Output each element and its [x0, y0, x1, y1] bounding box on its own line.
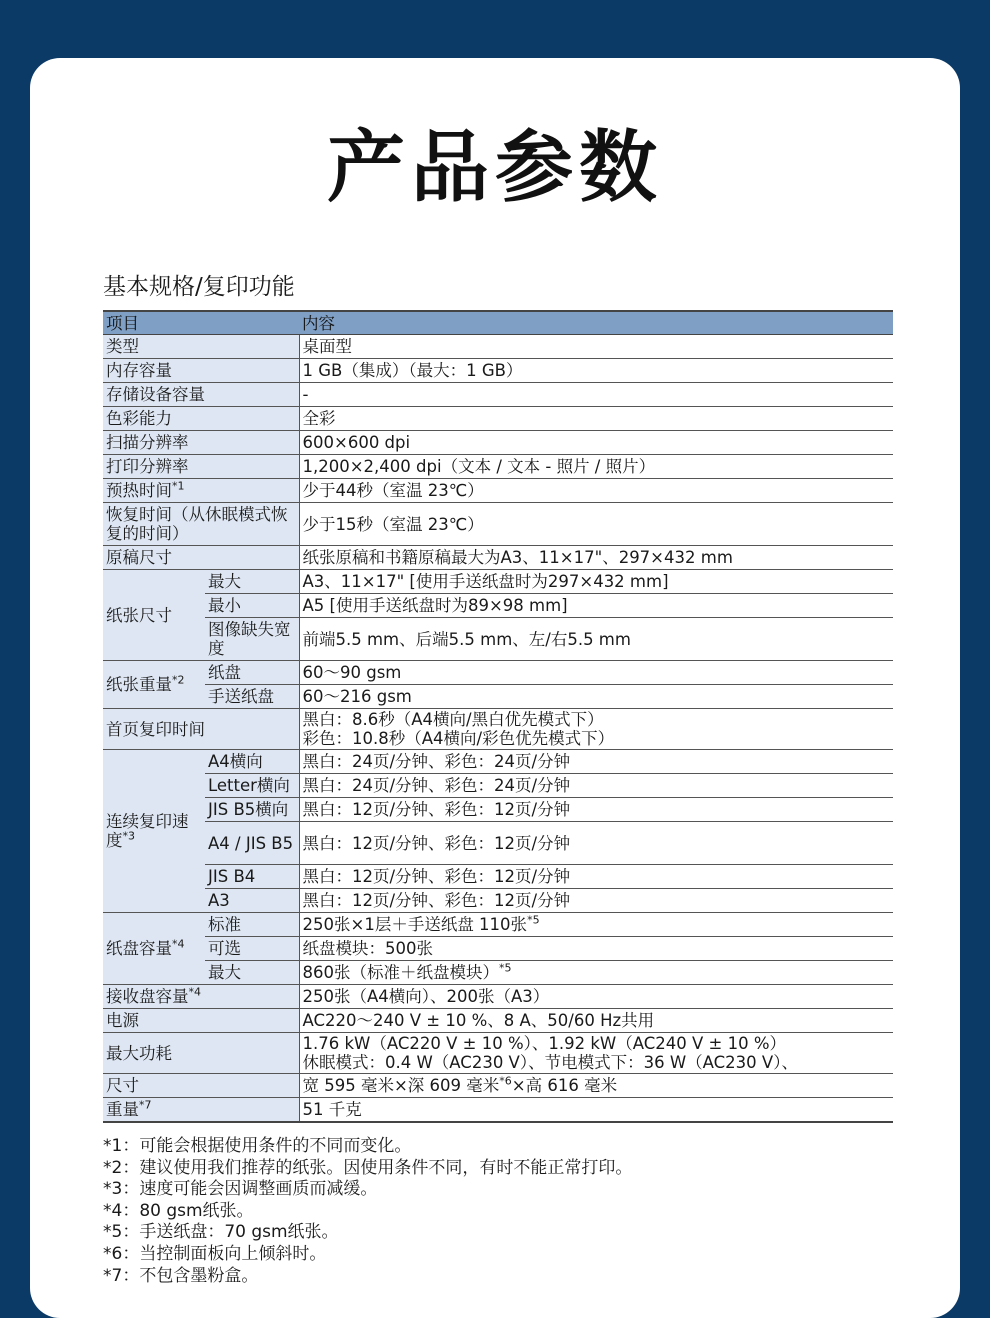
footnotes: [103, 1136, 903, 1287]
table-row: [103, 546, 893, 570]
sub-label: 最大: [205, 570, 299, 594]
value-line: 黑白：8.6秒（A4横向/黑白优先模式下）: [302, 710, 604, 729]
row-value: 黑白：12页/分钟、彩色：12页/分钟: [299, 865, 893, 889]
sub-label: A4 / JIS B5: [205, 822, 299, 865]
row-label: [103, 479, 299, 503]
table-row: [103, 594, 893, 618]
row-label: 色彩能力: [103, 407, 299, 431]
row-label: 尺寸: [103, 1074, 299, 1098]
row-label: 电源: [103, 1009, 299, 1033]
row-label: 存储设备容量: [103, 383, 299, 407]
table-row: [103, 985, 893, 1009]
label-text: 接收盘容量: [106, 987, 189, 1006]
row-value: 黑白：12页/分钟、彩色：12页/分钟: [299, 889, 893, 913]
sub-label: 纸盘: [205, 661, 299, 685]
row-value: A3、11×17" [使用手送纸盘时为297×432 mm]: [299, 570, 893, 594]
footnote: *2：建议使用我们推荐的纸张。因使用条件不同，有时不能正常打印。: [103, 1157, 633, 1178]
row-label: [103, 750, 205, 913]
row-label: [103, 661, 205, 709]
value-text: 宽 595 毫米×深 609 毫米: [302, 1076, 500, 1095]
value-text: 250张×1层＋手送纸盘 110张: [302, 915, 528, 934]
value-line: 彩色：10.8秒（A4横向/彩色优先模式下）: [302, 729, 615, 748]
header-item: 项目: [103, 311, 299, 335]
row-value: 250张（A4横向）、200张（A3）: [299, 985, 893, 1009]
row-value: [299, 1033, 893, 1074]
row-label: 内存容量: [103, 359, 299, 383]
row-value: A5 [使用手送纸盘时为89×98 mm]: [299, 594, 893, 618]
table-row: [103, 685, 893, 709]
table-row: [103, 359, 893, 383]
table-row: [103, 1009, 893, 1033]
table-row: [103, 1098, 893, 1123]
value-text: ×高 616 毫米: [511, 1076, 618, 1095]
table-header-row: [103, 311, 893, 335]
sub-label: 标准: [205, 913, 299, 937]
label-text: 纸盘容量: [106, 939, 172, 958]
label-text: 纸张重量: [106, 675, 172, 694]
row-label: 恢复时间（从休眠模式恢复的时间）: [103, 503, 299, 546]
sub-label: 手送纸盘: [205, 685, 299, 709]
table-row: [103, 618, 893, 661]
sub-label: 最小: [205, 594, 299, 618]
row-label: [103, 913, 205, 985]
row-value: [299, 961, 893, 985]
row-value: 60～90 gsm: [299, 661, 893, 685]
table-row: [103, 709, 893, 750]
row-label: 打印分辨率: [103, 455, 299, 479]
row-value: 51 千克: [299, 1098, 893, 1123]
sub-label: JIS B5横向: [205, 798, 299, 822]
page-title: 产品参数: [326, 123, 663, 213]
table-row: [103, 774, 893, 798]
sub-label: JIS B4: [205, 865, 299, 889]
sub-label: Letter横向: [205, 774, 299, 798]
footnote-ref: *7: [139, 1098, 152, 1112]
sub-label: A4横向: [205, 750, 299, 774]
table-row: [103, 865, 893, 889]
table-row: [103, 503, 893, 546]
footnote: *7：不包含墨粉盒。: [103, 1265, 259, 1286]
header-content: 内容: [299, 311, 893, 335]
footnote: *4：80 gsm纸张。: [103, 1200, 254, 1221]
value-line: 休眠模式：0.4 W（AC230 V）、节电模式下：36 W（AC230 V）、: [302, 1053, 798, 1072]
row-value: 黑白：24页/分钟、彩色：24页/分钟: [299, 750, 893, 774]
row-label: 扫描分辨率: [103, 431, 299, 455]
table-row: [103, 570, 893, 594]
value-line: 1.76 kW（AC220 V ± 10 %）、1.92 kW（AC240 V ± 10 %）: [302, 1034, 787, 1053]
row-value: -: [299, 383, 893, 407]
row-value: 少于44秒（室温 23℃）: [299, 479, 893, 503]
row-value: 桌面型: [299, 335, 893, 359]
row-label: 类型: [103, 335, 299, 359]
table-row: [103, 798, 893, 822]
table-row: [103, 479, 893, 503]
table-row: [103, 661, 893, 685]
row-value: 全彩: [299, 407, 893, 431]
table-row: [103, 750, 893, 774]
footnote: *3：速度可能会因调整画质而减缓。: [103, 1179, 378, 1200]
row-value: 黑白：24页/分钟、彩色：24页/分钟: [299, 774, 893, 798]
row-label: [103, 1098, 299, 1123]
table-row: [103, 822, 893, 865]
table-row: [103, 407, 893, 431]
label-text: 连续复印速度: [106, 812, 189, 850]
row-value: [299, 1074, 893, 1098]
row-label: 最大功耗: [103, 1033, 299, 1074]
footnote-ref: *4: [188, 985, 201, 999]
row-value: 60～216 gsm: [299, 685, 893, 709]
sub-label: A3: [205, 889, 299, 913]
table-row: [103, 1074, 893, 1098]
footnote-ref: *5: [499, 961, 512, 975]
table-row: [103, 383, 893, 407]
footnote-ref: *4: [172, 937, 185, 951]
table-row: [103, 335, 893, 359]
sub-label: 图像缺失宽度: [205, 618, 299, 661]
spec-table: [103, 310, 893, 1123]
row-value: 前端5.5 mm、后端5.5 mm、左/右5.5 mm: [299, 618, 893, 661]
table-row: [103, 1033, 893, 1074]
row-value: 1,200×2,400 dpi（文本 / 文本 - 照片 / 照片）: [299, 455, 893, 479]
row-value: 黑白：12页/分钟、彩色：12页/分钟: [299, 822, 893, 865]
row-value: 纸张原稿和书籍原稿最大为A3、11×17"、297×432 mm: [299, 546, 893, 570]
footnote-ref: *2: [172, 673, 185, 687]
footnote: *1：可能会根据使用条件的不同而变化。: [103, 1136, 412, 1156]
footnote-ref: *5: [527, 913, 540, 927]
table-row: [103, 889, 893, 913]
row-value: 少于15秒（室温 23℃）: [299, 503, 893, 546]
footnote-ref: *6: [499, 1074, 512, 1088]
row-value: [299, 913, 893, 937]
footnote-ref: *1: [172, 479, 185, 493]
value-text: 860张（标准＋纸盘模块）: [302, 963, 499, 982]
row-value: 黑白：12页/分钟、彩色：12页/分钟: [299, 798, 893, 822]
table-row: [103, 913, 893, 937]
row-label: [103, 985, 299, 1009]
sub-label: 可选: [205, 937, 299, 961]
table-row: [103, 455, 893, 479]
label-text: 重量: [106, 1100, 139, 1119]
footnote: *6：当控制面板向上倾斜时。: [103, 1243, 327, 1264]
footnote: *5：手送纸盘：70 gsm纸张。: [103, 1222, 339, 1243]
row-value: 1 GB（集成）（最大：1 GB）: [299, 359, 893, 383]
row-label: 原稿尺寸: [103, 546, 299, 570]
footnote-ref: *3: [122, 829, 135, 843]
label-text: 预热时间: [106, 481, 172, 500]
row-label: 纸张尺寸: [103, 570, 205, 661]
row-value: 600×600 dpi: [299, 431, 893, 455]
table-row: [103, 937, 893, 961]
content-card: [30, 58, 960, 1318]
table-row: [103, 961, 893, 985]
section-title: 基本规格/复印功能: [103, 274, 295, 300]
row-label: 首页复印时间: [103, 709, 299, 750]
sub-label: 最大: [205, 961, 299, 985]
row-value: AC220～240 V ± 10 %、8 A、50/60 Hz共用: [299, 1009, 893, 1033]
table-row: [103, 431, 893, 455]
row-value: 纸盘模块：500张: [299, 937, 893, 961]
row-value: [299, 709, 893, 750]
